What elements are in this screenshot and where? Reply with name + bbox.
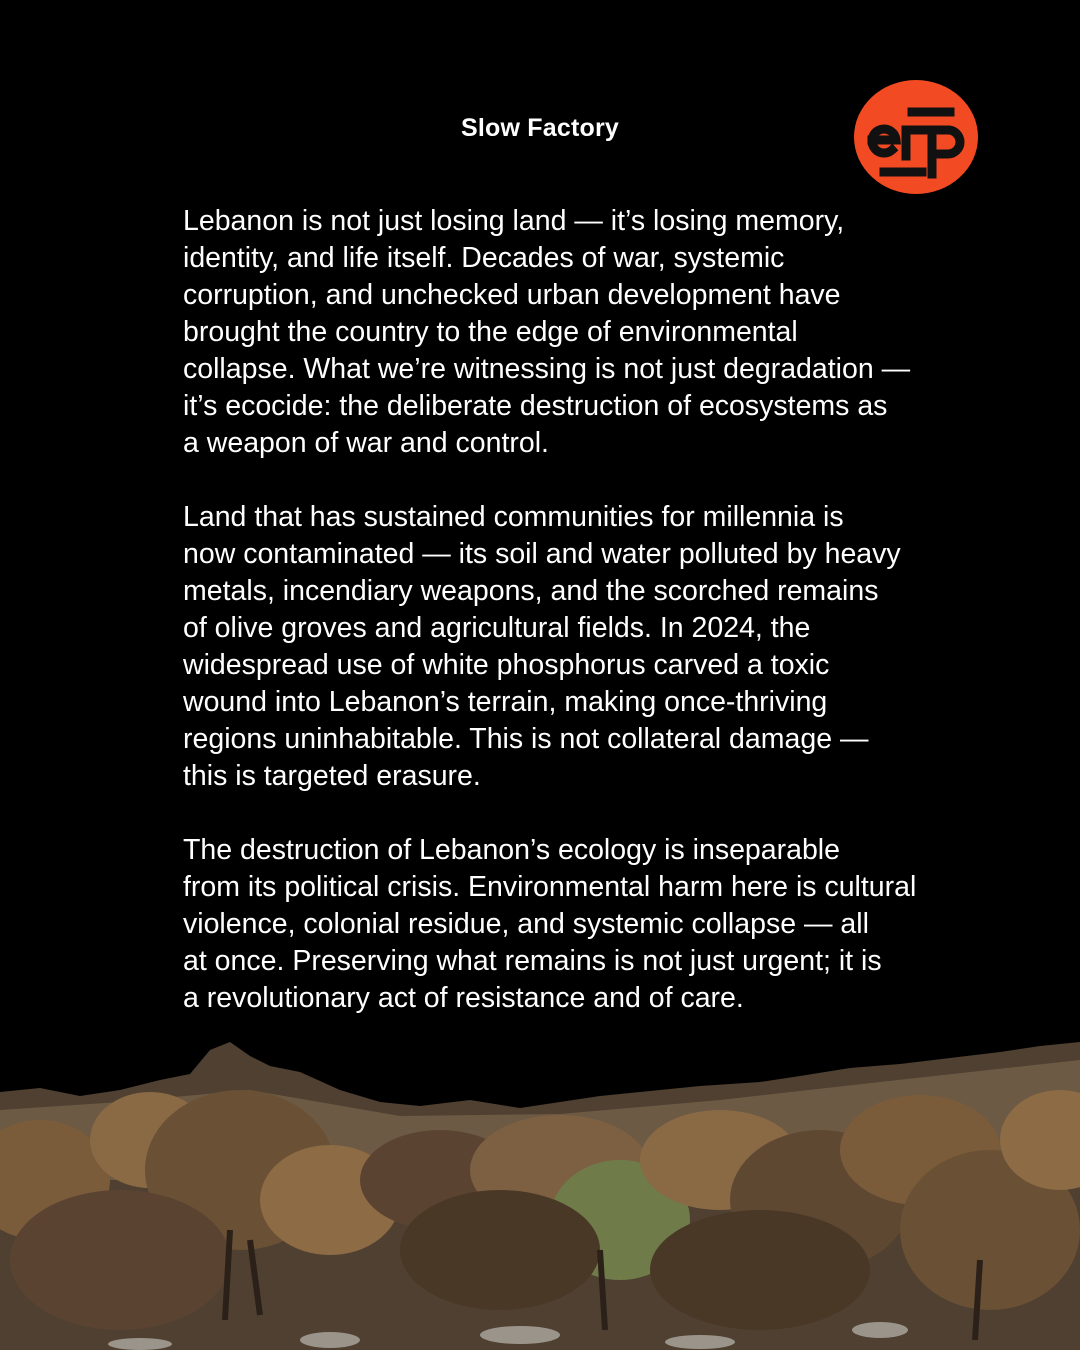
text-line: this is targeted erasure. — [183, 760, 481, 792]
text-line: it’s ecocide: the deliberate destruction of ecosystems as — [183, 390, 888, 422]
text-line: brought the country to the edge of environmental — [183, 316, 798, 348]
text-line: of olive groves and agricultural fields. In 2024, the — [183, 612, 811, 644]
text-line: Land that has sustained communities for millennia is — [183, 501, 844, 533]
text-line: collapse. What we’re witnessing is not just degradation — — [183, 353, 911, 385]
text-line: violence, colonial residue, and systemic collapse — all — [183, 908, 869, 940]
text-line: widespread use of white phosphorus carved a toxic — [183, 649, 830, 681]
text-line: now contaminated — its soil and water polluted by heavy — [183, 538, 901, 570]
text-line: identity, and life itself. Decades of war, systemic — [183, 242, 785, 274]
text-line: The destruction of Lebanon’s ecology is inseparable — [183, 834, 840, 866]
text-line: metals, incendiary weapons, and the scorched remains — [183, 575, 879, 607]
text-line: corruption, and unchecked urban development have — [183, 279, 841, 311]
paragraph-1 — [183, 203, 983, 462]
paragraph-2 — [183, 499, 983, 795]
text-line: from its political crisis. Environmental harm here is cultural — [183, 871, 917, 903]
text-line: at once. Preserving what remains is not just urgent; it is — [183, 945, 882, 977]
article-body — [183, 203, 983, 1054]
text-line: wound into Lebanon’s terrain, making once-thriving — [183, 686, 828, 718]
erp-logo-icon — [852, 78, 980, 196]
scorched-landscape-photo — [0, 1030, 1080, 1350]
brand-title: Slow Factory — [461, 114, 619, 142]
paragraph-3 — [183, 832, 983, 1017]
text-line: a revolutionary act of resistance and of care. — [183, 982, 744, 1014]
text-line: a weapon of war and control. — [183, 427, 549, 459]
text-line: Lebanon is not just losing land — it’s losing memory, — [183, 205, 845, 237]
text-line: regions uninhabitable. This is not collateral damage — — [183, 723, 869, 755]
